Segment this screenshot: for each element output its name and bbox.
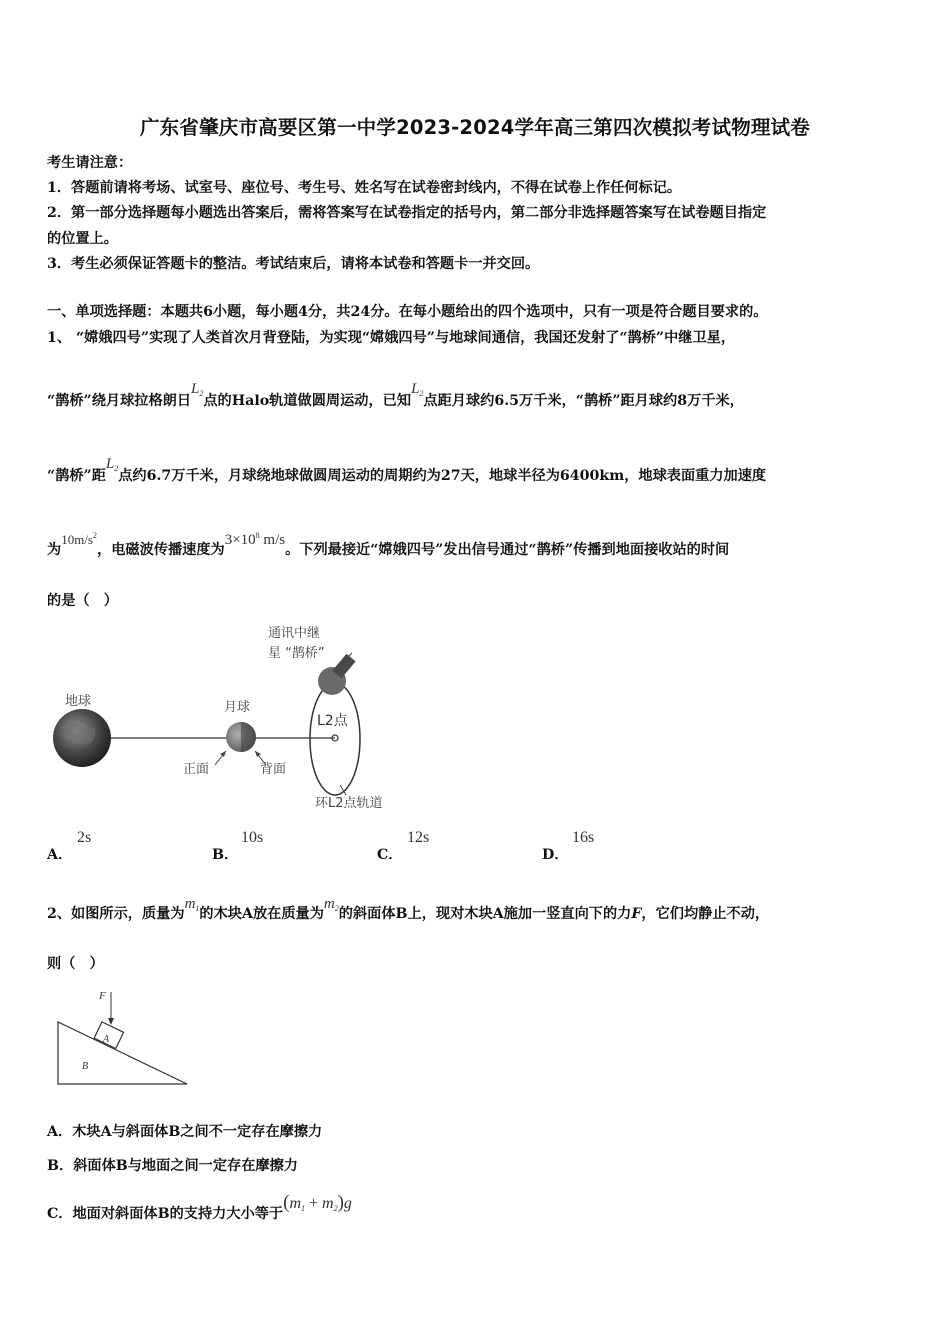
earth-label: 地球 (65, 694, 92, 709)
q1-line-5: 的是（ ） (47, 593, 118, 609)
m1-symbol: $m_1$ (184, 896, 200, 913)
section-heading: 一、单项选择题：本题共6小题，每小题4分，共24分。在每小题给出的四个选项中，只有一项是符合题目要求的。 (47, 304, 768, 320)
q1-line-2-text-b: 点的Halo轨道做圆周运动，已知 (203, 393, 412, 409)
l2-symbol: $L_2$ (191, 381, 204, 398)
block-b-label: B (82, 1061, 89, 1072)
notice-item-2-cont: 的位置上。 (47, 231, 118, 247)
q2-option-a (47, 1121, 322, 1141)
l2-symbol: $L_2$ (411, 381, 424, 398)
block-a-label: A (103, 1034, 110, 1045)
q1-line-2-text-c: 点距月球约6.5万千米，“鹊桥”距月球约8万千米， (423, 393, 744, 409)
m2-symbol: $m_2$ (323, 896, 339, 913)
q2-option-c-label: C． (47, 1206, 73, 1222)
q1-option-a-label: A． (47, 847, 73, 863)
q1-line-4-text-c: 。下列最接近“嫦娥四号”发出信号通过“鹊桥”传播到地面接收站的时间 (285, 542, 730, 558)
q1-option-c-value: 12s (407, 829, 430, 846)
q1-line-2 (47, 381, 744, 410)
q1-line-2-text-a: “鹊桥”绕月球拉格朗日 (47, 393, 192, 409)
q1-option-a-value: 2s (77, 829, 92, 846)
l2-symbol: $L_2$ (105, 456, 119, 473)
q2-option-b-text: 斜面体B与地面之间一定存在摩擦力 (73, 1158, 298, 1174)
notice-item-3: 3．考生必须保证答题卡的整洁。考试结束后，请将本试卷和答题卡一并交回。 (47, 256, 540, 272)
q1-option-b-label: B． (212, 847, 239, 863)
q1-option-d-label: D． (542, 847, 569, 863)
earth-moon-l2-figure (40, 615, 420, 820)
orbit-label: 环L2点轨道 (315, 796, 383, 811)
q2-line-2: 则（ ） (47, 956, 104, 972)
l2-label: L2点 (317, 713, 348, 729)
force-label: F (99, 990, 106, 1002)
q2-option-c (47, 1192, 352, 1224)
q1-line-3-text-a: “鹊桥”距 (47, 468, 106, 484)
incline-figure (50, 984, 195, 1089)
force-symbol: F (631, 906, 642, 922)
q2-line-1-text-b: 的木块A放在质量为 (199, 906, 324, 922)
front-label: 正面 (183, 762, 210, 777)
notice-heading: 考生请注意： (47, 155, 133, 171)
support-force-expression: $(m_1 + m_2)g$ (283, 1192, 352, 1213)
gravity-value: $10m/s^2$ (61, 531, 97, 547)
q2-option-b-label: B． (47, 1158, 74, 1174)
q1-line-3-text-b: 点约6.7万千米，月球绕地球做圆周运动的周期约为27天，地球半径为6400km，地球表面重力加速度 (118, 468, 767, 484)
moon-label: 月球 (224, 700, 251, 715)
q1-option-d-value: 16s (572, 829, 595, 846)
q1-line-4-text-a: 为 (47, 542, 62, 558)
q2-line-1-text-a: 2、如图所示，质量为 (47, 906, 185, 922)
q2-line-1-text-d: ，它们均静止不动， (641, 906, 770, 922)
back-label: 背面 (260, 762, 287, 777)
q2-option-a-text: 木块A与斜面体B之间不一定存在摩擦力 (72, 1124, 323, 1140)
q2-option-b (47, 1155, 298, 1175)
q1-line-4 (47, 531, 730, 559)
light-speed-value: $3\times 10^8$ m/s (224, 531, 286, 548)
notice-item-1: 1．答题前请将考场、试室号、座位号、考生号、姓名写在试卷密封线内，不得在试卷上作任何标记。 (47, 180, 682, 196)
relay-label-1: 通讯中继 (268, 626, 321, 641)
notice-item-2: 2．第一部分选择题每小题选出答案后，需将答案写在试卷指定的括号内，第二部分非选择题答案写在试卷题目指定 (47, 205, 767, 221)
q2-line-1-text-c: 的斜面体B上，现对木块A施加一竖直向下的力 (338, 906, 632, 922)
q2-option-c-text: 地面对斜面体B的支持力大小等于 (72, 1206, 284, 1222)
l2-orbit (310, 683, 360, 795)
q2-line-1 (47, 896, 770, 923)
q2-option-a-label: A． (47, 1124, 73, 1140)
relay-label-2: 星 “鹊桥” (268, 646, 325, 661)
q1-line-4-text-b: ，电磁波传播速度为 (97, 542, 225, 558)
q1-option-b-value: 10s (241, 829, 264, 846)
q1-line-3 (47, 456, 767, 485)
q1-option-c-label: C． (377, 847, 403, 863)
page-title: 广东省肇庆市高要区第一中学2023-2024学年高三第四次模拟考试物理试卷 (139, 116, 811, 139)
q1-line-1: 1、 “嫦娥四号”实现了人类首次月背登陆，为实现“嫦娥四号”与地球间通信，我国还发射了“鹊桥”中继卫星， (47, 330, 736, 346)
